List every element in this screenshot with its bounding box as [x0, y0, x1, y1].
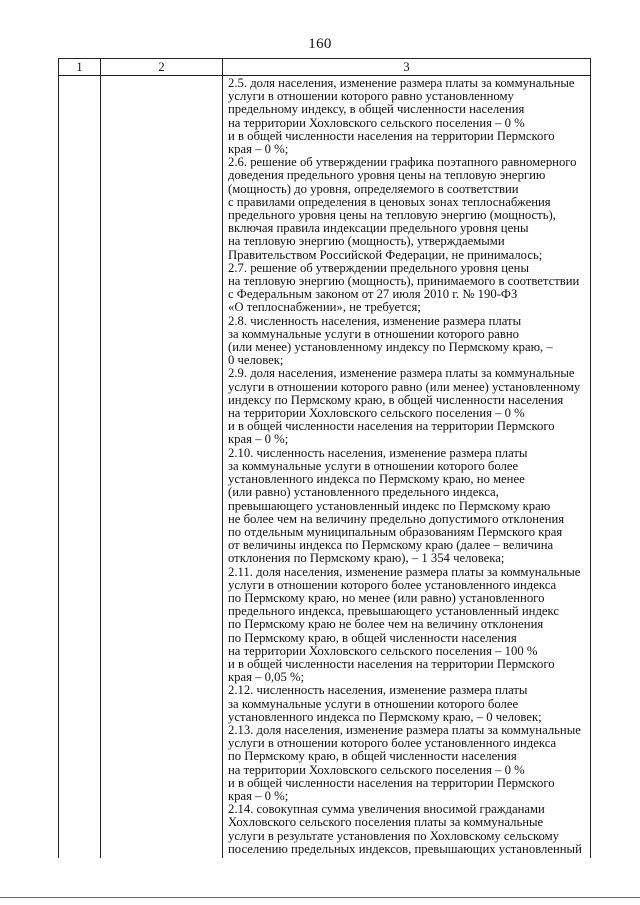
- text-line: 2.9. доля населения, изменение размера платы за коммунальные: [228, 367, 575, 381]
- text-line: «О теплоснабжении», не требуется;: [228, 301, 421, 315]
- text-line: и в общей численности населения на территории Пермского: [228, 776, 555, 790]
- text-line: по Пермскому краю, в общей численности населения: [228, 631, 517, 645]
- text-line: и в общей численности населения на территории Пермского: [228, 420, 555, 434]
- text-line: (мощность) до уровня, определяемого в соответствии: [228, 182, 519, 196]
- text-line: края – 0,05 %;: [228, 671, 305, 685]
- text-line: края – 0 %;: [228, 789, 289, 803]
- text-line: не более чем на величину предельно допустимого отклонения: [228, 512, 565, 526]
- page-number: 160: [308, 36, 332, 52]
- text-line: услуги в результате установления по Хохловскому сельскому: [228, 829, 560, 843]
- text-line: предельного уровня цены на тепловую энергию (мощность),: [228, 209, 556, 223]
- text-line: по отдельным муниципальным образованиям Пермского края: [228, 525, 563, 539]
- column-2-cell: [101, 76, 223, 859]
- page-bottom-edge: [0, 897, 640, 898]
- text-line: предельному индексу, в общей численности населения: [228, 103, 525, 117]
- text-line: и в общей численности населения на территории Пермского: [228, 657, 555, 671]
- text-line: 2.13. доля населения, изменение размера платы за коммунальные: [228, 723, 581, 737]
- text-line: (или равно) установленного предельного индекса,: [228, 486, 499, 500]
- text-line: на территории Хохловского сельского поселения – 0 %: [228, 116, 525, 130]
- text-line: 2.7. решение об утверждении предельного уровня цены: [228, 261, 529, 275]
- table-row: [59, 76, 591, 859]
- text-line: 2.5. доля населения, изменение размера платы за коммунальные: [228, 77, 575, 90]
- text-line: по Пермскому краю, но менее (или равно) установленного: [228, 591, 545, 605]
- table-header-row: [59, 59, 591, 76]
- text-line: с Федеральным законом от 27 июля 2010 г. № 190-ФЗ: [228, 288, 518, 302]
- text-line: на территории Хохловского сельского поселения – 0 %: [228, 407, 525, 421]
- text-line: Хохловского сельского поселения платы за коммунальные: [228, 816, 544, 830]
- text-line: на тепловую энергию (мощность), утверждаемыми: [228, 235, 505, 249]
- text-line: 2.6. решение об утверждении графика поэтапного равномерного: [228, 156, 577, 170]
- text-line: предельного индекса, превышающего установленный индекс: [228, 605, 560, 619]
- text-line: края – 0 %;: [228, 143, 289, 157]
- text-line: отклонения по Пермскому краю), – 1 354 человека;: [228, 552, 505, 566]
- text-line: по Пермскому краю не более чем на величину отклонения: [228, 618, 544, 632]
- text-line: от величины индекса по Пермскому краю (далее – величина: [228, 539, 554, 553]
- text-line: установленного индекса по Пермскому краю, – 0 человек;: [228, 710, 542, 724]
- text-line: превышающего установленный индекс по Пермскому краю: [228, 499, 551, 513]
- text-line: за коммунальные услуги в отношении которого равно: [228, 327, 519, 341]
- text-line: на тепловую энергию (мощность), принимаемого в соответствии: [228, 275, 580, 289]
- text-line: и в общей численности населения на территории Пермского: [228, 129, 555, 143]
- document-table: [58, 58, 591, 858]
- text-line: 0 человек;: [228, 354, 284, 368]
- text-line: включая правила индексации предельного уровня цены: [228, 222, 529, 236]
- text-line: индексу по Пермскому краю, в общей численности населения: [228, 393, 564, 407]
- text-line: с правилами определения в ценовых зонах теплоснабжения: [228, 195, 551, 209]
- text-line: услуги в отношении которого более установленного индекса: [228, 737, 557, 751]
- text-line: Правительством Российской Федерации, не принималось;: [228, 248, 543, 262]
- text-line: поселению предельных индексов, превышающих установленный: [228, 842, 582, 856]
- text-line: по Пермскому краю, в общей численности населения: [228, 750, 517, 764]
- text-line: на территории Хохловского сельского поселения – 0 %: [228, 763, 525, 777]
- text-line: услуги в отношении которого более установленного индекса: [228, 578, 557, 592]
- column-header-1: 1: [59, 59, 101, 76]
- text-line: на территории Хохловского сельского поселения – 100 %: [228, 644, 538, 658]
- text-line: доведения предельного уровня цены на тепловую энергию: [228, 169, 546, 183]
- column-3-text: [223, 76, 590, 856]
- text-line: услуги в отношении которого равно установленному: [228, 90, 514, 104]
- text-line: 2.14. совокупная сумма увеличения вносимой гражданами: [228, 803, 545, 817]
- text-line: (или менее) установленному индексу по Пермскому краю, –: [228, 341, 553, 355]
- text-line: 2.10. численность населения, изменение размера платы: [228, 446, 528, 460]
- text-line: за коммунальные услуги в отношении которого более: [228, 459, 519, 473]
- column-header-3: 3: [223, 59, 591, 76]
- column-1-cell: [59, 76, 101, 859]
- text-line: 2.12. численность населения, изменение размера платы: [228, 684, 528, 698]
- column-3-cell: [223, 76, 591, 859]
- text-line: услуги в отношении которого равно (или менее) установленному: [228, 380, 581, 394]
- text-line: края – 0 %;: [228, 433, 289, 447]
- text-line: 2.11. доля населения, изменение размера платы за коммунальные: [228, 565, 581, 579]
- text-line: установленного индекса по Пермскому краю, но менее: [228, 473, 525, 487]
- text-line: за коммунальные услуги в отношении которого более: [228, 697, 519, 711]
- text-line: 2.8. численность населения, изменение размера платы: [228, 314, 522, 328]
- column-header-2: 2: [101, 59, 223, 76]
